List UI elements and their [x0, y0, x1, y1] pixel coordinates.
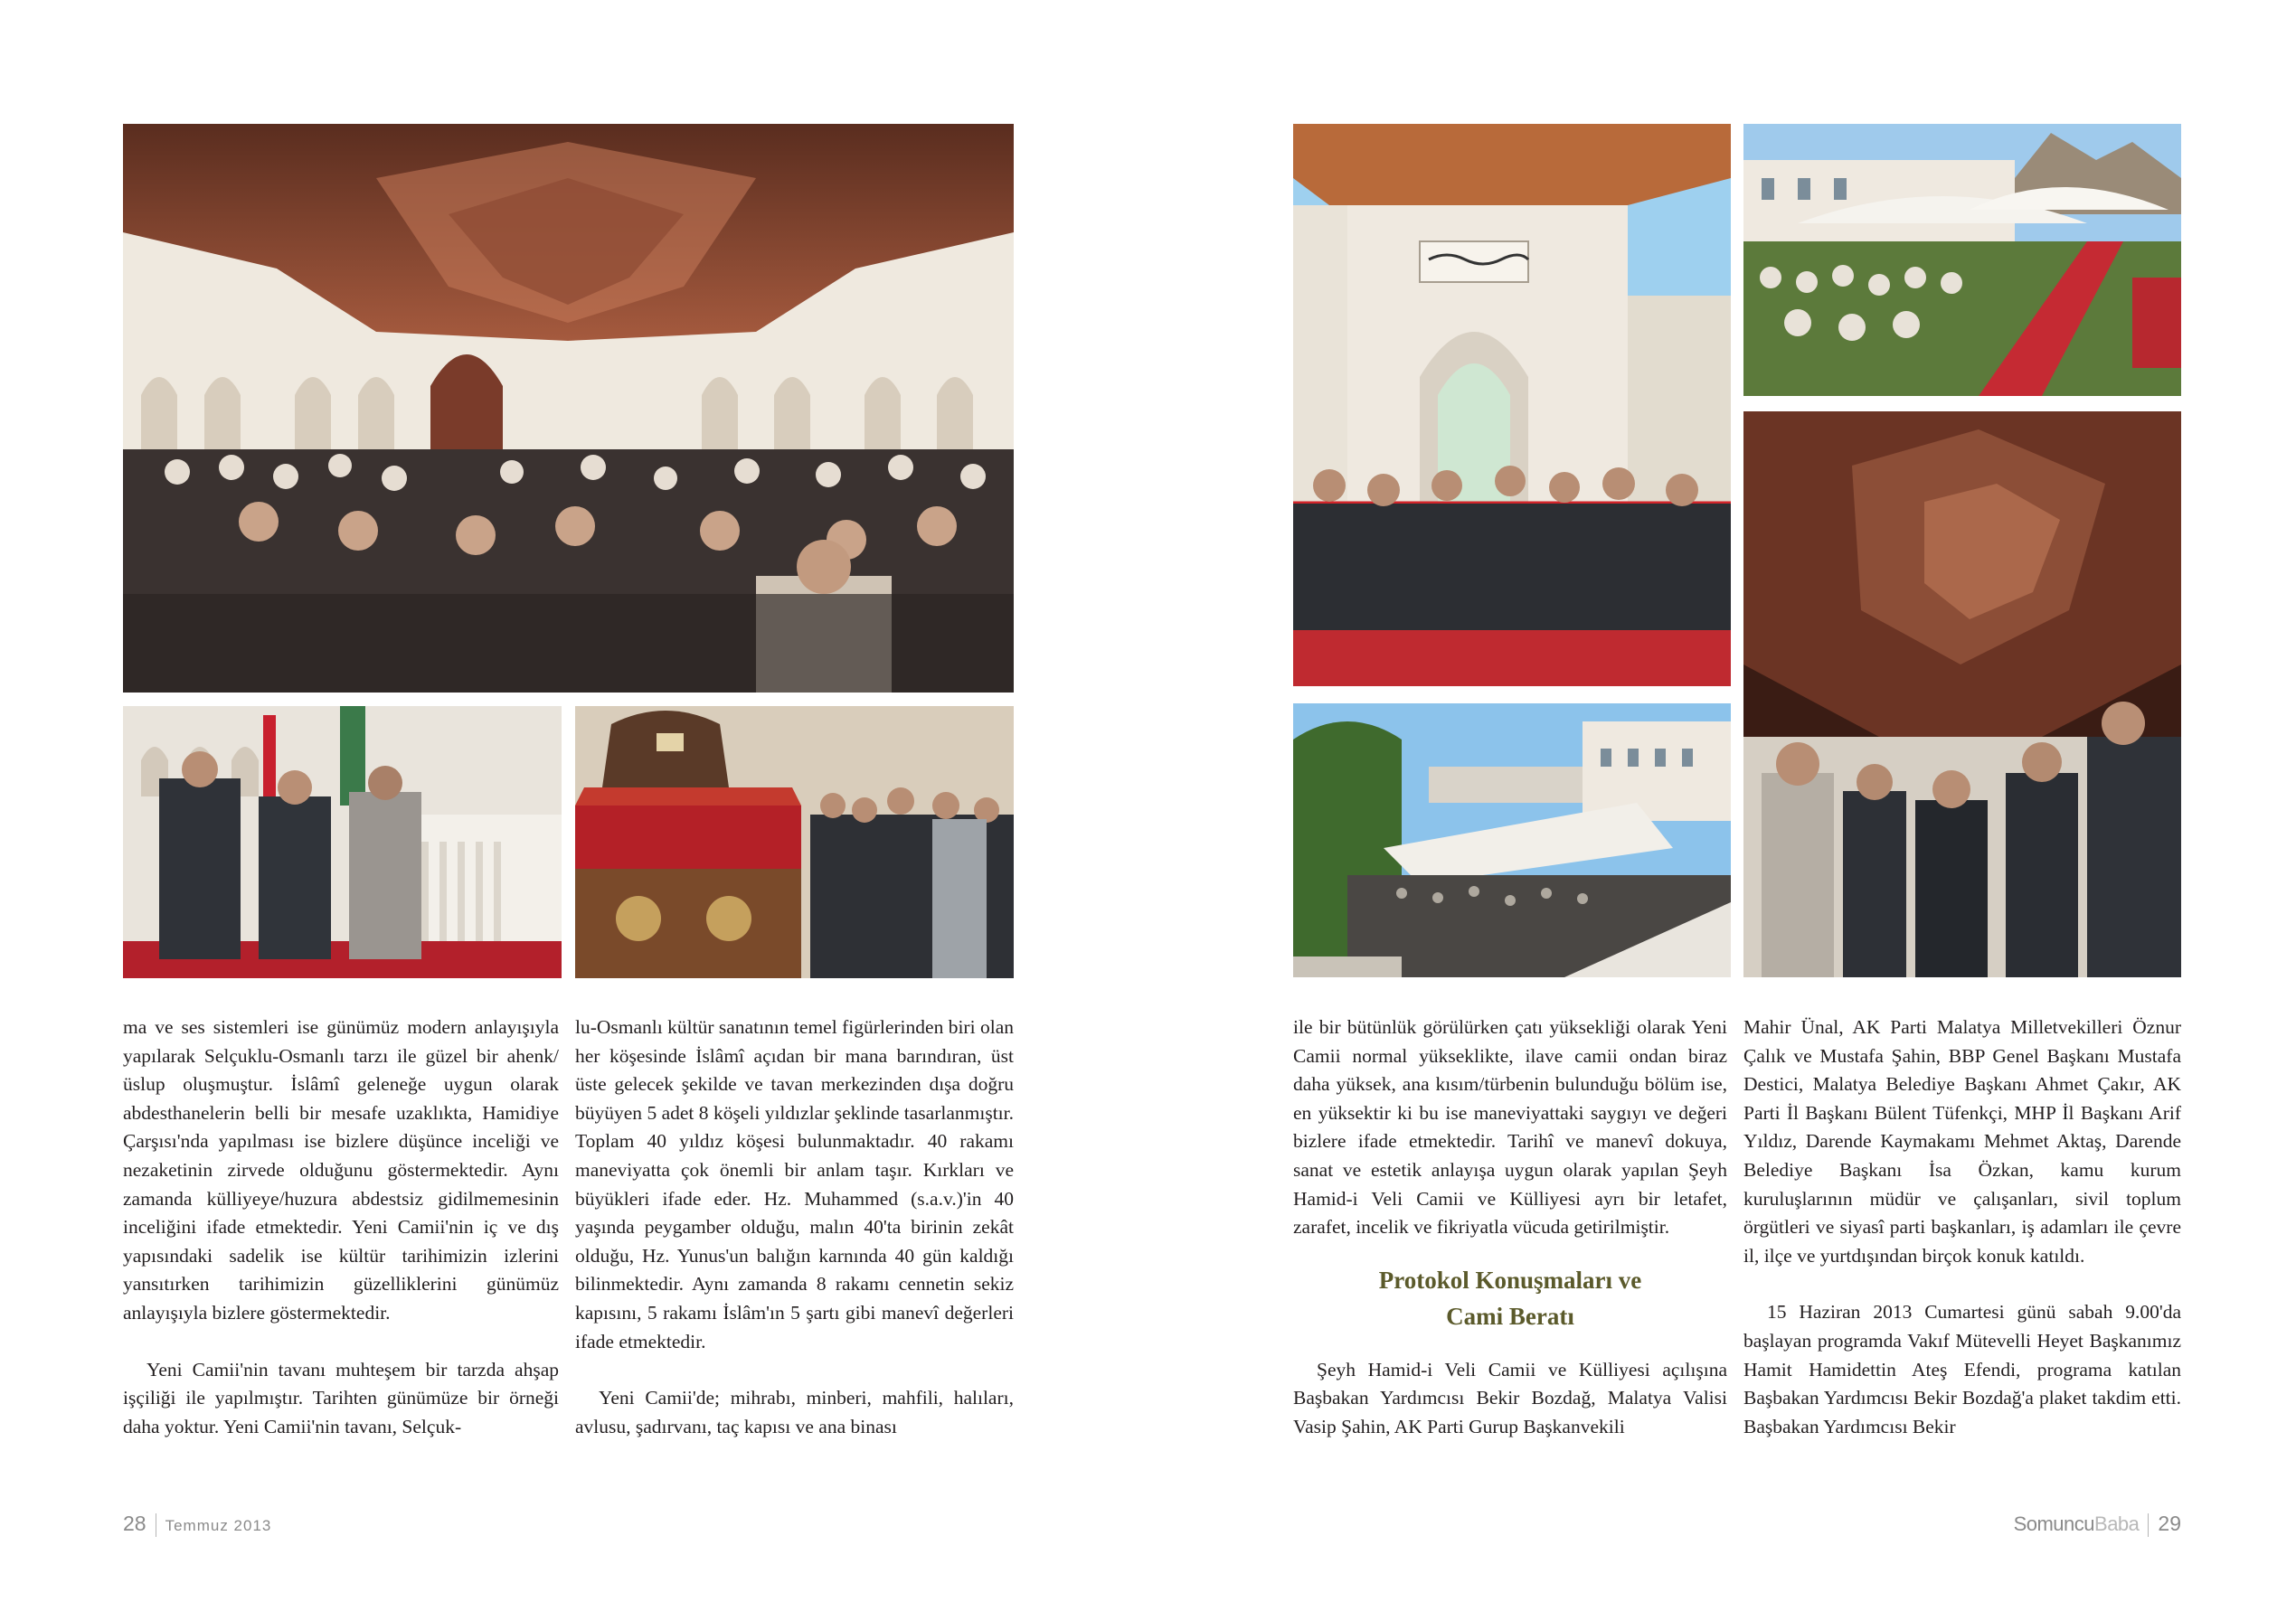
right-col1-paragraph-2: Şeyh Hamid-i Veli Camii ve Külliyesi açılışına Başbakan Yardımcısı Bekir Bozdağ, Malatya Valisi Vasip Şahin, AK Parti Gurup Başkanvekili	[1293, 1358, 1727, 1437]
aerial-courtyard-illustration	[1293, 703, 1731, 977]
right-page-column-1	[1293, 1013, 1727, 1442]
mosque-interior-illustration	[123, 124, 1014, 693]
section-heading	[1293, 1262, 1727, 1334]
photo-ribbon-cutting	[1293, 124, 1731, 686]
section-heading-line-2: Cami Beratı	[1446, 1302, 1574, 1330]
photo-aerial-courtyard	[1293, 703, 1731, 977]
officials-walking-illustration	[123, 706, 562, 978]
issue-date: Temmuz 2013	[165, 1517, 272, 1534]
left-col1-paragraph-2: Yeni Camii'nin tavanı muhteşem bir tarzda ahşap işçiliği ile yapılmıştır. Tarihten günümüze bir örneği daha yoktur. Yeni Camii'nin tavanı, Selçuk-	[123, 1358, 559, 1437]
left-page-footer	[123, 1512, 271, 1537]
section-heading-line-1: Protokol Konuşmaları ve	[1378, 1266, 1642, 1294]
ribbon-cutting-illustration	[1293, 124, 1731, 686]
page-number-right: 29	[2158, 1512, 2181, 1535]
left-page-column-1	[123, 1013, 559, 1441]
left-col2-paragraph-1: lu-Osmanlı kültür sanatının temel figürlerinden biri olan her köşesinde İslâmî açıdan bir mana barındıran, üst üste gelecek şekilde ve tavan merkezinden dışa doğru büyüyen 5 adet 8 köşeli yıldızlar şeklinde tasarlanmıştır. Toplam 40 yıldız köşesi bulunmaktadır. 40 rakamı maneviyatta çok önemli bir anlam taşır. Kırkları ve büyükleri ifade eder. Hz. Muhammed (s.a.v.)'in 40 yaşında peygamber olduğu, malın 40'ta birinin zekât olduğu, Hz. Yunus'un balığın karnında 40 gün kaldığı bilinmektedir. Aynı zamanda 8 rakamı cennetin sekiz kapısını, 5 rakamı İslâm'ın 5 şartı gibi manevî değerleri ifade etmektedir.	[575, 1016, 1014, 1352]
photo-outdoor-crowd-umbrellas	[1743, 124, 2181, 396]
brand-part-2: Baba	[2094, 1512, 2140, 1535]
photo-mosque-interior-crowd	[123, 124, 1014, 693]
brand-logo	[2014, 1512, 2140, 1535]
right-col1-paragraph-1: ile bir bütünlük görülürken çatı yüksekliği olarak Yeni Camii normal yükseklikte, ilave camii ondan biraz daha yüksek, ana kısım/türbenin bulunduğu bölüm ise, en yüksektir ki bu ise maneviyattaki saygıyı ve değeri bizlere ifade etmektedir. Tarihî ve manevî dokuya, sanat ve estetik anlayışa uygun olarak yapılan Şeyh Hamid-i Veli Camii ve Külliyesi ayrı bir letafet, zarafet, incelik ve fikriyatla vücuda getirilmiştir.	[1293, 1016, 1727, 1239]
ceiling-officials-illustration	[1743, 411, 2181, 977]
tomb-prayer-illustration	[575, 706, 1014, 978]
photo-ceiling-officials	[1743, 411, 2181, 977]
right-col2-paragraph-1: Mahir Ünal, AK Parti Malatya Milletvekilleri Öznur Çalık ve Mustafa Şahin, BBP Genel Başkanı Mustafa Destici, Malatya Belediye Başkanı Ahmet Çakır, AK Parti İl Başkanı Bülent Tüfenkçi, MHP İl Başkanı Arif Yıldız, Darende Kaymakamı Mehmet Aktaş, Darende Belediye Başkanı İsa Özkan, kamu kurum kuruluşlarının müdür ve çalışanları, sivil toplum örgütleri ve siyasî parti başkanları, iş adamları ile çevre il, ilçe ve yurtdışından birçok konuk katıldı.	[1743, 1016, 2181, 1267]
left-page-column-2	[575, 1013, 1014, 1441]
left-col2-paragraph-2: Yeni Camii'de; mihrabı, minberi, mahfili, halıları, avlusu, şadırvanı, taç kapısı ve ana binası	[575, 1387, 1014, 1437]
page-number-left: 28	[123, 1512, 146, 1535]
outdoor-crowd-illustration	[1743, 124, 2181, 396]
right-page-column-2	[1743, 1013, 2181, 1441]
right-page-footer	[2014, 1512, 2181, 1537]
photo-tomb-prayer	[575, 706, 1014, 978]
footer-separator-right	[2148, 1513, 2149, 1537]
brand-part-1: Somuncu	[2013, 1512, 2095, 1535]
right-col2-paragraph-2: 15 Haziran 2013 Cumartesi günü sabah 9.00'da başlayan programda Vakıf Mütevelli Heyet Başkanımız Hamit Hamidettin Ateş Efendi, programa katılan Başbakan Yardımcısı Bekir Bozdağ'a plaket takdim etti. Başbakan Yardımcısı Bekir	[1743, 1301, 2181, 1437]
photo-officials-walking	[123, 706, 562, 978]
left-col1-paragraph-1: ma ve ses sistemleri ise günümüz modern anlayışıyla yapılarak Selçuklu-Osmanlı tarzı ile güzel bir ahenk/üslup oluşmuştur. İslâmî geleneğe uygun olarak abdesthanelerin belli bir mesafe uzaklıkta, Hamidiye Çarşısı'nda yapılması ise bizlere düşünce inceliği ve nezaketinin zirvede olduğunu göstermektedir. Aynı zamanda külliyeye/huzura abdestsiz gidilmemesinin inceliğini ifade etmektedir. Yeni Camii'nin iç ve dış yapısındaki sadelik ise kültür tarihimizin izlerini yansıtırken tarihimizin güzelliklerini günümüz anlayışıyla bizlere göstermektedir.	[123, 1016, 559, 1324]
